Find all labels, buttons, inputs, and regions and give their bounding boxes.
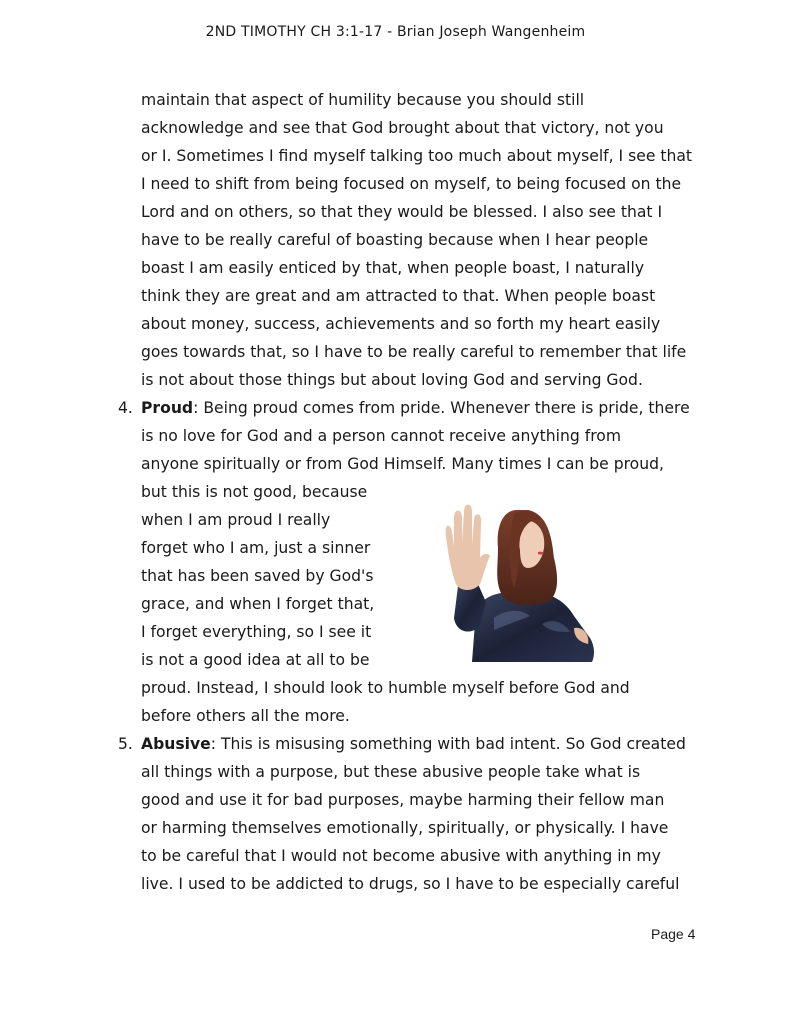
text-line: is not about those things but about loving God and serving God.	[141, 371, 643, 389]
list-number: 4.	[118, 399, 133, 417]
text-line: all things with a purpose, but these abusive people take what is	[141, 763, 641, 781]
term-label: Proud	[141, 399, 194, 417]
text-line: have to be really careful of boasting because when I hear people	[141, 231, 649, 249]
text-line: goes towards that, so I have to be really careful to remember that life	[141, 343, 687, 361]
text-line: I need to shift from being focused on myself, to being focused on the	[141, 175, 682, 193]
text-line	[141, 730, 701, 758]
text-line: proud. Instead, I should look to humble myself before God and	[141, 679, 630, 697]
text-line: or I. Sometimes I find myself talking too much about myself, I see that	[141, 147, 693, 165]
woman-raised-hand-photo	[424, 498, 604, 662]
text-line: is no love for God and a person cannot receive anything from	[141, 427, 622, 445]
text-line: good and use it for bad purposes, maybe harming their fellow man	[141, 791, 665, 809]
text-line: I forget everything, so I see it	[141, 623, 372, 641]
text-line: Lord and on others, so that they would be blessed. I also see that I	[141, 203, 663, 221]
text-line: to be careful that I would not become abusive with anything in my	[141, 847, 661, 865]
page-number: Page 4	[651, 926, 696, 942]
page-header: 2ND TIMOTHY CH 3:1-17 - Brian Joseph Wangenheim	[205, 24, 586, 40]
text-line: before others all the more.	[141, 707, 350, 725]
list-number: 5.	[118, 735, 133, 753]
term-definition: : This is misusing something with bad intent. So God created	[210, 735, 686, 753]
list-item-text	[141, 730, 701, 898]
text-line: but this is not good, because	[141, 483, 368, 501]
text-line: about money, success, achievements and so forth my heart easily	[141, 315, 661, 333]
text-line: that has been saved by God's	[141, 567, 374, 585]
text-line: acknowledge and see that God brought about that victory, not you	[141, 119, 664, 137]
text-line: grace, and when I forget that,	[141, 595, 375, 613]
list-item-text	[141, 394, 701, 730]
text-line: maintain that aspect of humility because you should still	[141, 91, 585, 109]
text-line: live. I used to be addicted to drugs, so I have to be especially careful	[141, 875, 680, 893]
intro-paragraph	[141, 86, 701, 394]
term-label: Abusive	[141, 735, 211, 753]
text-line: or harming themselves emotionally, spiritually, or physically. I have	[141, 819, 669, 837]
term-definition: : Being proud comes from pride. Whenever there is pride, there	[193, 399, 690, 417]
text-line: anyone spiritually or from God Himself. Many times I can be proud,	[141, 455, 664, 473]
text-line: when I am proud I really	[141, 511, 331, 529]
text-line	[141, 394, 701, 422]
text-line: boast I am easily enticed by that, when people boast, I naturally	[141, 259, 645, 277]
text-line: is not a good idea at all to be	[141, 651, 370, 669]
text-line: forget who I am, just a sinner	[141, 539, 371, 557]
text-line: think they are great and am attracted to that. When people boast	[141, 287, 656, 305]
